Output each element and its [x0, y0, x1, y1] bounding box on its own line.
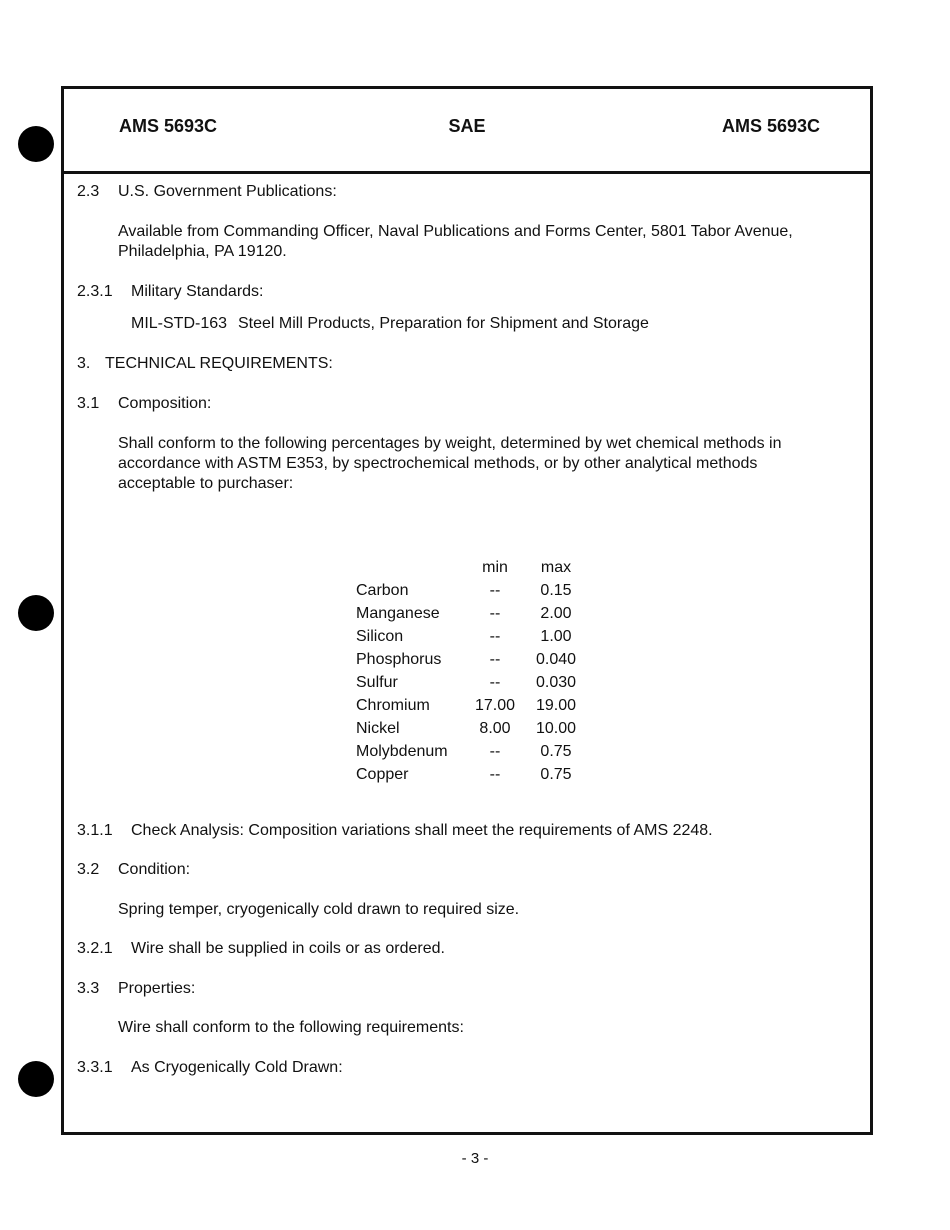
binder-hole-middle — [18, 595, 54, 631]
element-min: 8.00 — [479, 720, 511, 737]
composition-header-element — [356, 556, 468, 579]
table-row — [356, 671, 590, 694]
header-doc-number-left: AMS 5693C — [119, 116, 218, 136]
element-max: 0.040 — [535, 651, 577, 668]
binder-hole-bottom — [18, 1061, 54, 1097]
page-frame — [61, 86, 873, 1135]
element-max: 1.00 — [540, 628, 572, 645]
section-3-1-body: Shall conform to the following percentages by weight, determined by wet chemical methods in accordance with ASTM E353, by spectrochemical methods, or by other analytical methods acceptable to purchaser: — [118, 435, 782, 492]
section-2-3-title: U.S. Government Publications: — [118, 183, 337, 200]
element-name: Copper — [356, 766, 409, 783]
section-3-1-number: 3.1 — [77, 395, 100, 412]
element-max: 19.00 — [535, 697, 577, 714]
element-name: Silicon — [356, 628, 404, 645]
composition-table — [356, 556, 590, 786]
element-max: 0.75 — [540, 766, 572, 783]
section-3-title: TECHNICAL REQUIREMENTS: — [105, 355, 333, 372]
section-3-3-1-title: As Cryogenically Cold Drawn: — [131, 1059, 343, 1076]
section-2-3-1-number: 2.3.1 — [77, 283, 113, 300]
element-max: 10.00 — [535, 720, 577, 737]
composition-header-max: max — [540, 559, 572, 576]
section-3-number: 3. — [77, 355, 91, 372]
table-row — [356, 740, 590, 763]
element-name: Sulfur — [356, 674, 398, 691]
section-2-3-number: 2.3 — [77, 183, 100, 200]
element-name: Nickel — [356, 720, 400, 737]
section-3-2-1-text: Wire shall be supplied in coils or as ordered. — [131, 940, 445, 957]
section-2-3-1-title: Military Standards: — [131, 283, 264, 300]
header-organization: SAE — [448, 116, 486, 136]
element-min: -- — [489, 743, 501, 760]
table-row — [356, 579, 590, 602]
element-max: 0.75 — [540, 743, 572, 760]
section-3-3-number: 3.3 — [77, 980, 100, 997]
element-min: -- — [489, 628, 501, 645]
table-row — [356, 763, 590, 786]
element-name: Manganese — [356, 605, 440, 622]
element-max: 0.15 — [540, 582, 572, 599]
table-row — [356, 625, 590, 648]
page-header — [64, 89, 870, 174]
table-row — [356, 694, 590, 717]
element-min: -- — [489, 651, 501, 668]
element-name: Chromium — [356, 697, 430, 714]
composition-header-row — [356, 556, 590, 579]
section-3-1-title: Composition: — [118, 395, 212, 412]
section-3-2-1-number: 3.2.1 — [77, 940, 113, 957]
header-doc-number-right: AMS 5693C — [721, 116, 820, 136]
section-3-1-1-text: Check Analysis: Composition variations shall meet the requirements of AMS 2248. — [131, 822, 713, 839]
section-3-3-1-number: 3.3.1 — [77, 1059, 113, 1076]
section-3-1-1-number: 3.1.1 — [77, 822, 113, 839]
table-row — [356, 602, 590, 625]
section-3-2-number: 3.2 — [77, 861, 100, 878]
mil-std-description: Steel Mill Products, Preparation for Shipment and Storage — [238, 315, 649, 332]
section-3-3-body: Wire shall conform to the following requirements: — [118, 1019, 464, 1036]
element-min: -- — [489, 766, 501, 783]
composition-header-min: min — [482, 559, 508, 576]
binder-hole-top — [18, 126, 54, 162]
section-3-2-body: Spring temper, cryogenically cold drawn to required size. — [118, 901, 520, 918]
element-min: -- — [489, 582, 501, 599]
page-number: - 3 - — [461, 1150, 489, 1167]
element-min: -- — [489, 605, 501, 622]
mil-std-code: MIL-STD-163 — [131, 315, 228, 332]
element-name: Molybdenum — [356, 743, 448, 760]
element-max: 0.030 — [535, 674, 577, 691]
table-row — [356, 717, 590, 740]
element-min: -- — [489, 674, 501, 691]
element-name: Phosphorus — [356, 651, 442, 668]
element-max: 2.00 — [540, 605, 572, 622]
element-min: 17.00 — [474, 697, 516, 714]
section-3-2-title: Condition: — [118, 861, 191, 878]
element-name: Carbon — [356, 582, 409, 599]
section-2-3-body: Available from Commanding Officer, Naval Publications and Forms Center, 5801 Tabor Avenue, Philadelphia, PA 19120. — [118, 223, 793, 260]
table-row — [356, 648, 590, 671]
section-3-3-title: Properties: — [118, 980, 196, 997]
